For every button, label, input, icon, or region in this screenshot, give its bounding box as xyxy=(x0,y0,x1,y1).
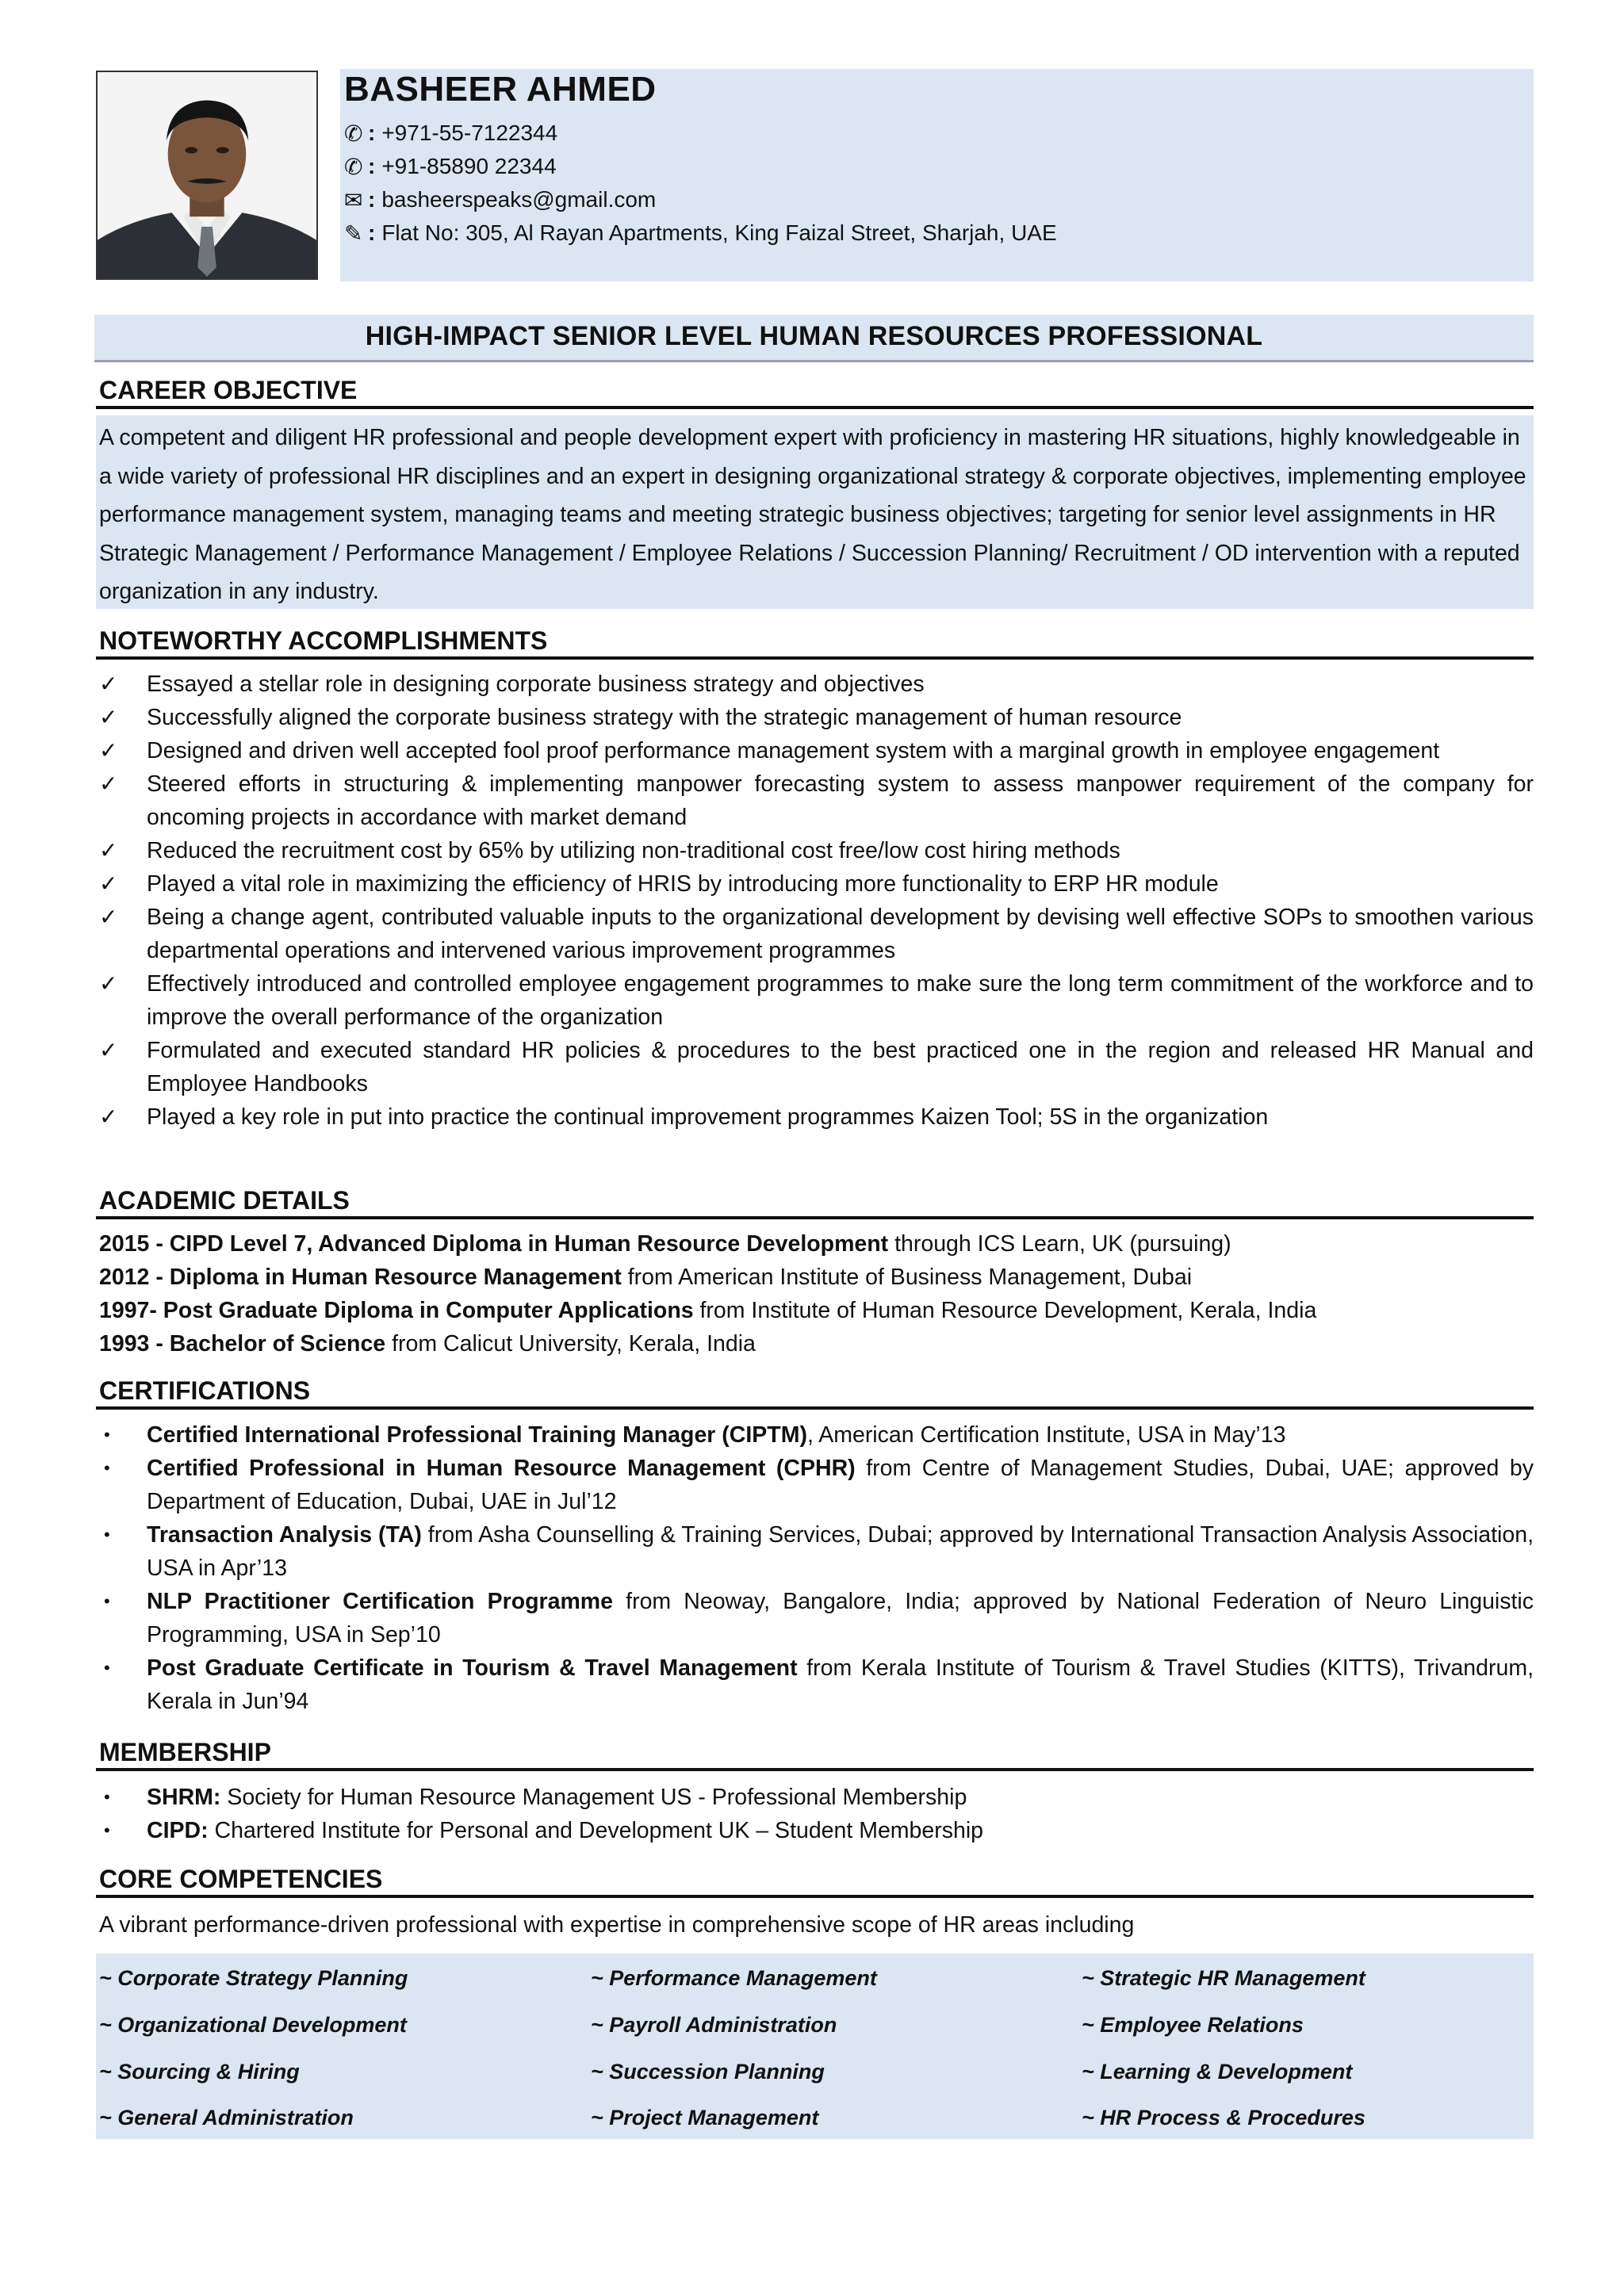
envelope-icon: ✉ xyxy=(344,187,363,212)
phone-india: ✆ : +91-85890 22344 xyxy=(344,154,557,179)
phone-icon: ✆ xyxy=(344,154,363,179)
checkmark-icon: ✓ xyxy=(99,672,118,696)
list-item: ✓ Played a vital role in maximizing the efficiency of HRIS by introducing more functionality to ERP HR module xyxy=(96,867,1534,901)
career-objective-heading: CAREER OBJECTIVE xyxy=(96,374,1534,409)
list-item: ~ Corporate Strategy Planning xyxy=(99,1966,408,1990)
checkmark-icon: ✓ xyxy=(99,1104,118,1129)
certifications-list xyxy=(96,1418,1534,1718)
list-item: ~ General Administration xyxy=(99,2106,354,2130)
list-item: • Certified International Professional Training Manager (CIPTM), American Certification Institute, USA in May’13 xyxy=(96,1418,1534,1452)
list-item: ~ Performance Management xyxy=(591,1966,877,1990)
list-item: ~ Strategic HR Management xyxy=(1082,1966,1365,1990)
bullet-icon: • xyxy=(104,1658,110,1678)
bullet-icon: • xyxy=(104,1425,110,1445)
list-item: ~ HR Process & Procedures xyxy=(1082,2106,1365,2130)
list-item: 2012 - Diploma in Human Resource Management from American Institute of Business Management, Dubai xyxy=(99,1265,1193,1290)
address-value: Flat No: 305, Al Rayan Apartments, King Faizal Street, Sharjah, UAE xyxy=(381,220,1057,245)
membership-heading: MEMBERSHIP xyxy=(96,1736,1534,1771)
address: ✎ : Flat No: 305, Al Rayan Apartments, King Faizal Street, Sharjah, UAE xyxy=(344,220,1057,246)
professional-title-bar xyxy=(94,315,1534,362)
career-objective-text: A competent and diligent HR professional and people development expert with proficiency in mastering HR situations, highly knowledgeable in a wide variety of professional HR disciplines and an expert in designing organizational strategy & corporate objectives, implementing employee performance management system, managing teams and meeting strategic business objectives; targeting for senior level assignments in HR Strategic Management / Performance Management / Employee Relations / Succession Planning/ Recruitment / OD intervention with a reputed organization in any industry. xyxy=(96,415,1534,609)
phone-icon: ✆ xyxy=(344,121,363,146)
list-item: ~ Payroll Administration xyxy=(591,2013,837,2037)
list-item: 1997- Post Graduate Diploma in Computer Applications from Institute of Human Resource Development, Kerala, India xyxy=(99,1298,1317,1323)
list-item: 2015 - CIPD Level 7, Advanced Diploma in Human Resource Development through ICS Learn, UK (pursuing) xyxy=(99,1231,1231,1257)
checkmark-icon: ✓ xyxy=(99,971,118,996)
list-item: ✓ Formulated and executed standard HR policies & procedures to the best practiced one in the region and released HR Manual and Employee Handbooks xyxy=(96,1034,1534,1100)
professional-title: HIGH-IMPACT SENIOR LEVEL HUMAN RESOURCES PROFESSIONAL xyxy=(365,321,1263,351)
list-item: ✓ Essayed a stellar role in designing corporate business strategy and objectives xyxy=(96,668,1534,701)
list-item: • SHRM: Society for Human Resource Management US - Professional Membership xyxy=(96,1781,1534,1814)
list-item: 1993 - Bachelor of Science from Calicut University, Kerala, India xyxy=(99,1331,756,1357)
bullet-icon: • xyxy=(104,1458,110,1478)
accomplishments-list xyxy=(96,668,1534,1134)
list-item: ✓ Reduced the recruitment cost by 65% by utilizing non-traditional cost free/low cost hiring methods xyxy=(96,834,1534,867)
checkmark-icon: ✓ xyxy=(99,738,118,763)
profile-photo-image xyxy=(98,72,316,278)
membership-list xyxy=(96,1781,1534,1847)
list-item: ~ Sourcing & Hiring xyxy=(99,2060,300,2084)
list-item: • NLP Practitioner Certification Programme from Neoway, Bangalore, India; approved by National Federation of Neuro Linguistic Programming, USA in Sep’10 xyxy=(96,1585,1534,1651)
checkmark-icon: ✓ xyxy=(99,771,118,796)
academic-heading: ACADEMIC DETAILS xyxy=(96,1184,1534,1219)
bullet-icon: • xyxy=(104,1787,110,1807)
list-item: • Transaction Analysis (TA) from Asha Counselling & Training Services, Dubai; approved by International Transaction Analysis Association, USA in Apr’13 xyxy=(96,1518,1534,1585)
list-item: ~ Employee Relations xyxy=(1082,2013,1304,2037)
checkmark-icon: ✓ xyxy=(99,838,118,863)
core-competencies-heading: CORE COMPETENCIES xyxy=(96,1863,1534,1898)
bullet-icon: • xyxy=(104,1820,110,1840)
list-item: ✓ Successfully aligned the corporate business strategy with the strategic management of human resource xyxy=(96,701,1534,734)
certifications-heading: CERTIFICATIONS xyxy=(96,1375,1534,1410)
list-item: ~ Learning & Development xyxy=(1082,2060,1353,2084)
email-value: basheerspeaks@gmail.com xyxy=(381,187,657,212)
list-item: ~ Succession Planning xyxy=(591,2060,825,2084)
list-item: ~ Organizational Development xyxy=(99,2013,407,2037)
phone-uae-value: +971-55-7122344 xyxy=(381,121,558,145)
checkmark-icon: ✓ xyxy=(99,705,118,729)
list-item: • Post Graduate Certificate in Tourism & Travel Management from Kerala Institute of Tourism & Travel Studies (KITTS), Trivandrum, Kerala in Jun’94 xyxy=(96,1651,1534,1718)
email: ✉ : basheerspeaks@gmail.com xyxy=(344,187,657,212)
address-icon: ✎ xyxy=(344,220,363,246)
list-item: • Certified Professional in Human Resource Management (CPHR) from Centre of Management Studies, Dubai, UAE; approved by Department of Education, Dubai, UAE in Jul’12 xyxy=(96,1452,1534,1518)
bullet-icon: • xyxy=(104,1525,110,1544)
bullet-icon: • xyxy=(104,1591,110,1611)
candidate-name: BASHEER AHMED xyxy=(344,70,657,109)
phone-india-value: +91-85890 22344 xyxy=(381,154,557,178)
checkmark-icon: ✓ xyxy=(99,871,118,896)
core-competencies-grid xyxy=(96,1954,1534,2139)
core-competencies-intro: A vibrant performance-driven professional with expertise in comprehensive scope of HR areas including xyxy=(99,1912,1135,1938)
list-item: ✓ Effectively introduced and controlled employee engagement programmes to make sure the long term commitment of the workforce and to improve the overall performance of the organization xyxy=(96,967,1534,1034)
list-item: ✓ Played a key role in put into practice the continual improvement programmes Kaizen Tool; 5S in the organization xyxy=(96,1100,1534,1134)
academic-list xyxy=(99,1227,1534,1360)
list-item: ~ Project Management xyxy=(591,2106,819,2130)
checkmark-icon: ✓ xyxy=(99,905,118,929)
phone-uae: ✆ : +971-55-7122344 xyxy=(344,121,558,146)
accomplishments-heading: NOTEWORTHY ACCOMPLISHMENTS xyxy=(96,625,1534,660)
checkmark-icon: ✓ xyxy=(99,1038,118,1062)
list-item: ✓ Steered efforts in structuring & implementing manpower forecasting system to assess manpower requirement of the company for oncoming projects in accordance with market demand xyxy=(96,767,1534,834)
list-item: • CIPD: Chartered Institute for Personal and Development UK – Student Membership xyxy=(96,1814,1534,1847)
list-item: ✓ Designed and driven well accepted fool proof performance management system with a marginal growth in employee engagement xyxy=(96,734,1534,767)
profile-photo xyxy=(96,71,318,280)
list-item: ✓ Being a change agent, contributed valuable inputs to the organizational development by devising well effective SOPs to smoothen various departmental operations and intervened various improvement programmes xyxy=(96,901,1534,967)
